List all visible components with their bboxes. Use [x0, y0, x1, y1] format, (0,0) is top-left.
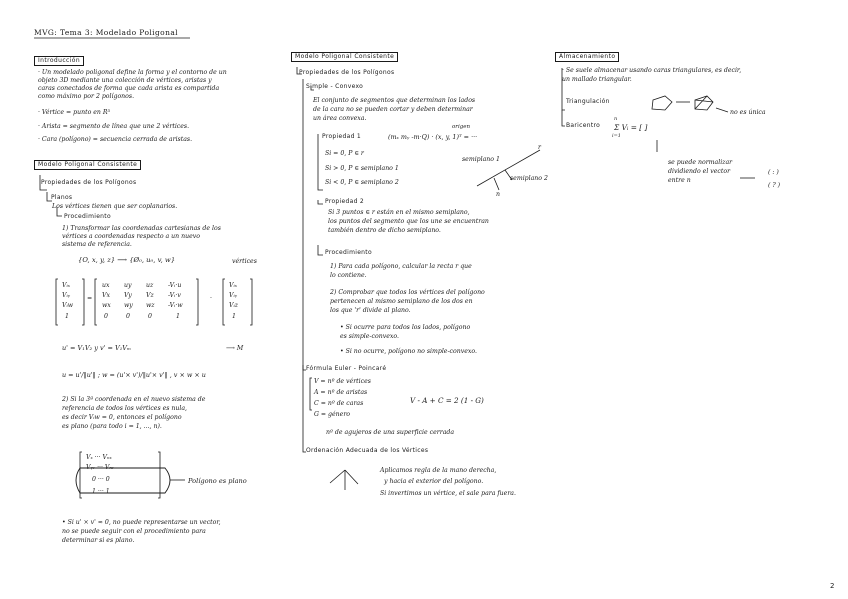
proc1-line-1: 1) Para cada polígono, calcular la recta r que — [330, 263, 472, 270]
intro-line-7: · Cara (polígono) = secuencia cerrada de aristas. — [38, 136, 193, 143]
euler-equation: V - A + C = 2 (1 - G) — [410, 396, 484, 405]
euler-item-v: V = nº de vértices — [314, 378, 371, 385]
planos-heading: Planos — [51, 194, 73, 201]
intro-line-5: · Vértice = punto en R³ — [38, 109, 111, 116]
plano-label: Polígono es plano — [188, 477, 247, 485]
intro-line-6: · Arista = segmento de línea que une 2 vértices. — [38, 123, 190, 130]
lhs-0: Vᵢₓ — [62, 282, 70, 289]
case-1: Si = 0, P ∈ r — [325, 150, 364, 157]
m-13: -Vᵢ·v — [168, 292, 181, 299]
mid-procedure-heading: Procedimiento — [325, 249, 372, 256]
euler-heading: Fórmula Euler - Poincaré — [306, 365, 387, 372]
proc1-line-2: lo contiene. — [330, 272, 367, 279]
procedure-heading: Procedimiento — [64, 213, 111, 220]
r-label: r — [538, 144, 541, 151]
eq-w: u = u'/‖u'‖ ; w = (u'× v')/‖u'× v'‖ , v × w × u — [62, 371, 206, 379]
storage-text-1: · Se suele almacenar usando caras triangulares, es decir, — [562, 67, 742, 74]
m2-row-0: Vₓ ··· Vₙₓ — [86, 454, 112, 461]
order-heading: Ordenación Adecuada de los Vértices — [306, 447, 429, 454]
eq-m: ⟶ M — [226, 345, 244, 352]
step1-line-3: sistema de referencia. — [62, 241, 132, 248]
m-31: 0 — [126, 313, 130, 320]
page-title: MVG: Tema 3: Modelado Poligonal — [34, 28, 178, 37]
intro-line-1: · Un modelado poligonal define la forma y el contorno de un — [38, 69, 227, 76]
rhs-2: Vᵢz — [229, 302, 238, 309]
intro-line-2: objeto 3D mediante una colección de vértices, aristas y — [38, 77, 212, 84]
m-22: wz — [146, 302, 155, 309]
step1-line-2: vértices a coordenadas respecto a un nuevo — [62, 233, 200, 240]
case-2: Si > 0, P ∈ semiplano 1 — [325, 165, 399, 172]
prop2-heading: Propiedad 2 — [325, 198, 365, 205]
prop2-text-3: también dentro de dicho semiplano. — [328, 227, 441, 234]
barycenter-sub: i=1 — [612, 133, 621, 139]
m2-row-3: 1 ··· 1 — [92, 488, 110, 495]
eq-u: u' = V₁V₂ y v' = V₁Vₘ — [62, 344, 131, 352]
vector-1: ( : ) — [768, 169, 779, 176]
intro-line-4: como máximo por 2 polígonos. — [38, 93, 135, 100]
proc2-line-2: pertenecen al mismo semiplano de los dos en — [330, 298, 473, 305]
middle-box: Modelo Poligonal Consistente — [291, 52, 398, 62]
storage-text-2: un mallado triangular. — [562, 76, 632, 83]
triangulation-note: no es única — [730, 109, 766, 116]
vertices-label: vértices — [232, 258, 257, 265]
order-text-2: y hacia el exterior del polígono. — [384, 478, 484, 485]
lhs-2: Vᵢw — [62, 302, 74, 309]
m-00: ux — [102, 282, 110, 289]
proc2-line-3: los que 'r' divide al plano. — [330, 307, 411, 314]
lhs-1: Vᵢᵧ — [62, 292, 71, 299]
note-line-3: determinar si es plano. — [62, 537, 135, 544]
planos-text: Los vértices tienen que ser coplanarios. — [52, 203, 178, 210]
prop2-text-2: los puntos del segmento que los une se encuentran — [328, 218, 489, 225]
m-03: -Vᵢ·u — [168, 282, 182, 289]
m2-row-2: 0 ··· 0 — [92, 476, 110, 483]
euler-item-a: A = nº de aristas — [314, 389, 368, 396]
simple-text-1: El conjunto de segmentos que determinan los lados — [313, 97, 476, 104]
step2-line-2: referencia de todos los vértices es nula, — [62, 405, 188, 412]
bary-note-3: entre n — [668, 177, 691, 184]
step2-line-4: es plano (para todo i = 1, ..., n). — [62, 423, 162, 430]
equals-sign: = — [87, 295, 93, 302]
bullet1-line-2: es simple-convexo. — [340, 333, 399, 340]
m-02: uz — [146, 282, 154, 289]
prop1-heading: Propiedad 1 — [322, 133, 362, 140]
n-label: n — [496, 191, 500, 198]
bullet1-line-1: • Si ocurre para todos los lados, polígono — [340, 324, 471, 331]
props-heading: Propiedades de los Polígonos — [41, 179, 137, 186]
order-text-1: Aplicamos regla de la mano derecha, — [380, 467, 497, 474]
m-12: Vz — [146, 292, 154, 299]
step2-line-1: 2) Si la 3ª coordenada en el nuevo sistema de — [62, 396, 206, 403]
prop2-text-1: Si 3 puntos ∈ r están en el mismo semiplano, — [328, 209, 470, 216]
storage-box: Almacenamiento — [555, 52, 619, 62]
order-text-3: Si invertimos un vértice, el sale para fuera. — [380, 490, 516, 497]
intro-box: Introducción — [34, 56, 84, 66]
m-11: Vy — [124, 292, 132, 299]
bary-note-2: dividiendo el vector — [668, 168, 731, 175]
rhs-3: 1 — [232, 313, 236, 320]
euler-item-g: G = género — [314, 411, 351, 418]
m-33: 1 — [176, 313, 180, 320]
vector-2: ( ? ) — [768, 182, 781, 189]
note-line-1: • Si u' × v' ≈ 0, no puede representarse un vector, — [62, 519, 221, 526]
lhs-3: 1 — [65, 313, 69, 320]
simple-heading: Simple - Convexo — [306, 83, 364, 90]
barycenter-sup: n — [614, 116, 618, 122]
semiplane-1-label: semiplano 1 — [462, 156, 500, 163]
m2-row-1: Vᵧᵥ ··· Vₙᵥ — [86, 464, 115, 471]
m-01: uy — [124, 282, 132, 289]
intro-line-3: caras conectados de forma que cada arista es compartida — [38, 85, 220, 92]
origin-label: origen — [452, 124, 471, 130]
barycenter-label: Baricentro — [566, 122, 601, 129]
m-20: wx — [102, 302, 111, 309]
simple-text-3: un área convexa. — [313, 115, 367, 122]
prop1-eq: (mₓ mᵧ -m·Q) · (x, y, 1)ᵀ = ··· — [388, 133, 478, 141]
mid-props-heading: Propiedades de los Polígonos — [299, 69, 395, 76]
proc2-line-1: 2) Comprobar que todos los vértices del polígono — [330, 289, 485, 296]
step1-line-1: 1) Transformar las coordenadas cartesianas de los — [62, 225, 221, 232]
basis-map: {O, x, y, z} ⟶ {Ø₀, u₀, v, w} — [78, 256, 176, 264]
genus-note: nº de agujeros de una superficie cerrada — [326, 429, 455, 436]
triangulation-label: Triangulación — [566, 98, 610, 105]
bullet2-line: • Si no ocurre, polígono no simple-convexo. — [340, 348, 477, 355]
consistent-box: Modelo Poligonal Consistente — [34, 160, 141, 170]
barycenter-eq: Σ Vᵢ = [ ] — [614, 123, 648, 132]
note-line-2: no se puede seguir con el procedimiento para — [62, 528, 206, 535]
euler-item-c: C = nº de caras — [314, 400, 364, 407]
dot-sign: · — [210, 295, 212, 302]
semiplane-2-label: semiplano 2 — [510, 175, 548, 182]
rhs-1: Vᵢᵧ — [229, 292, 238, 299]
m-21: wy — [124, 302, 133, 309]
m-30: 0 — [104, 313, 108, 320]
step2-line-3: es decir Vᵢw = 0, entonces el polígono — [62, 414, 182, 421]
simple-text-2: de la cara no se pueden cortar y deben determinar — [313, 106, 473, 113]
m-23: -Vᵢ·w — [168, 302, 183, 309]
bary-note-1: se puede normalizar — [668, 159, 733, 166]
rhs-0: Vᵢₓ — [229, 282, 237, 289]
m-10: Vx — [102, 292, 110, 299]
m-32: 0 — [148, 313, 152, 320]
page-number: 2 — [830, 582, 835, 590]
case-3: Si < 0, P ∈ semiplano 2 — [325, 179, 399, 186]
